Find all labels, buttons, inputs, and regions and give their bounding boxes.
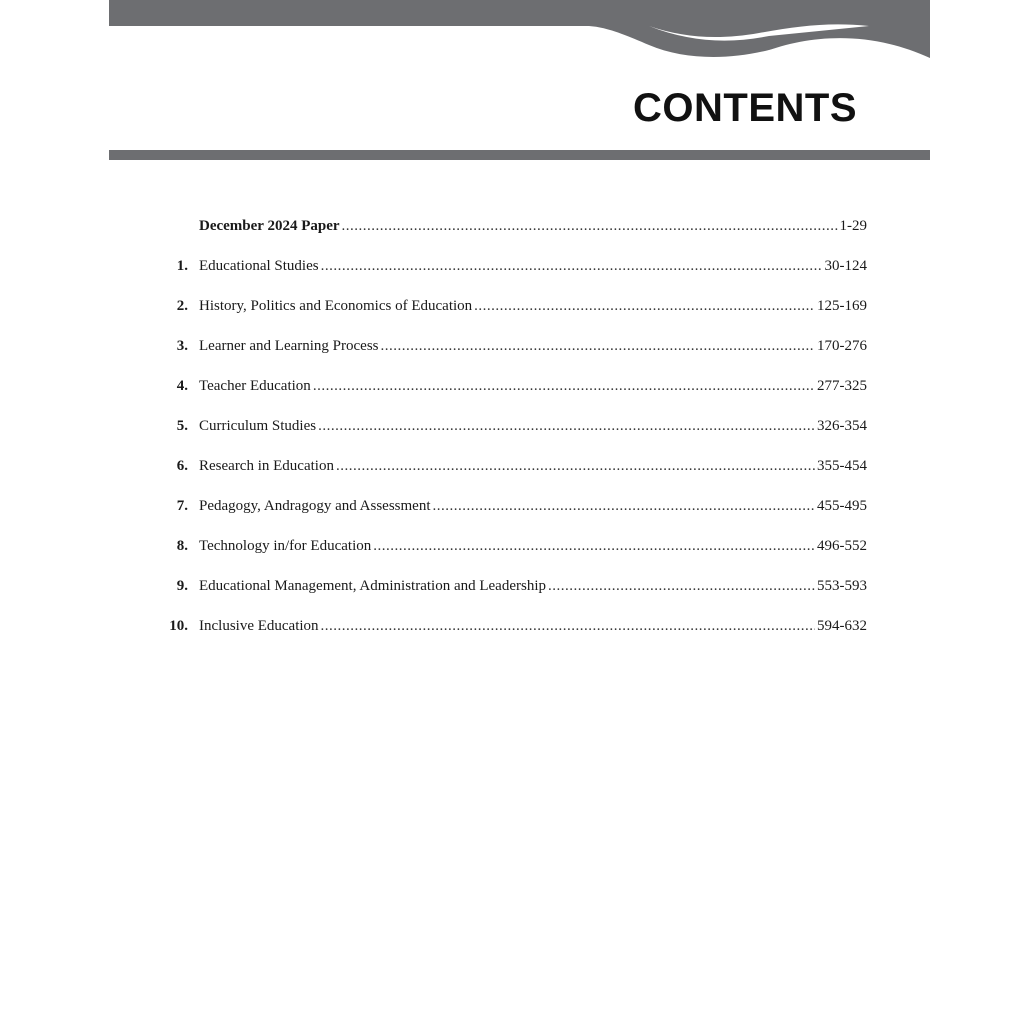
toc-entry[interactable] [150,218,867,258]
header-decorative-band [109,0,930,70]
header-divider [109,150,930,160]
toc-dot-leader [318,418,815,435]
toc-entry-pages: 355-454 [817,458,867,474]
toc-entry-title: Teacher Education [199,378,311,394]
toc-entry-number: 9. [176,578,188,594]
toc-dot-leader [381,338,815,355]
toc-entry-pages: 277-325 [817,378,867,394]
toc-entry-pages: 553-593 [817,578,867,594]
toc-entry-pages: 326-354 [817,418,867,434]
toc-entry-title: Curriculum Studies [199,418,317,434]
toc-entry[interactable] [150,618,867,658]
toc-entry[interactable] [150,458,867,498]
toc-entry-title: Pedagogy, Andragogy and Assessment [199,498,431,514]
toc-entry[interactable] [150,258,867,298]
toc-entry-title: Educational Management, Administration and Leadership [199,578,546,594]
toc-entry-number: 8. [176,538,188,554]
toc-dot-leader [313,378,815,395]
toc-entry-number: 5. [176,418,188,434]
table-of-contents [150,218,867,658]
toc-entry[interactable] [150,538,867,578]
toc-entry-title: December 2024 Paper [199,218,340,234]
toc-entry[interactable] [150,338,867,378]
toc-entry-title: Inclusive Education [199,618,319,634]
page-title: CONTENTS [633,86,857,130]
toc-dot-leader [321,258,823,275]
toc-dot-leader [342,218,838,235]
toc-entry[interactable] [150,298,867,338]
toc-dot-leader [373,538,815,555]
toc-entry-number: 2. [176,298,188,314]
toc-entry-title: Research in Education [199,458,334,474]
toc-dot-leader [336,458,815,475]
toc-entry-pages: 455-495 [817,498,867,514]
toc-entry-number: 4. [176,378,188,394]
toc-entry-title: Technology in/for Education [199,538,372,554]
toc-entry-number: 3. [176,338,188,354]
toc-entry-pages: 594-632 [817,618,867,634]
toc-dot-leader [474,298,815,315]
toc-entry-number: 7. [176,498,188,514]
toc-dot-leader [548,578,815,595]
toc-entry[interactable] [150,578,867,618]
toc-entry[interactable] [150,418,867,458]
toc-entry-number: 1. [176,258,188,274]
toc-entry[interactable] [150,378,867,418]
toc-entry-pages: 125-169 [817,298,867,314]
toc-entry-pages: 170-276 [817,338,867,354]
toc-entry-pages: 1-29 [839,218,867,234]
toc-entry-title: History, Politics and Economics of Education [199,298,473,314]
toc-entry-number: 6. [176,458,188,474]
toc-entry[interactable] [150,498,867,538]
toc-entry-number: 10. [169,618,188,634]
toc-dot-leader [321,618,815,635]
toc-entry-pages: 30-124 [824,258,867,274]
toc-entry-title: Learner and Learning Process [199,338,379,354]
toc-dot-leader [433,498,815,515]
toc-entry-pages: 496-552 [817,538,867,554]
toc-entry-title: Educational Studies [199,258,319,274]
